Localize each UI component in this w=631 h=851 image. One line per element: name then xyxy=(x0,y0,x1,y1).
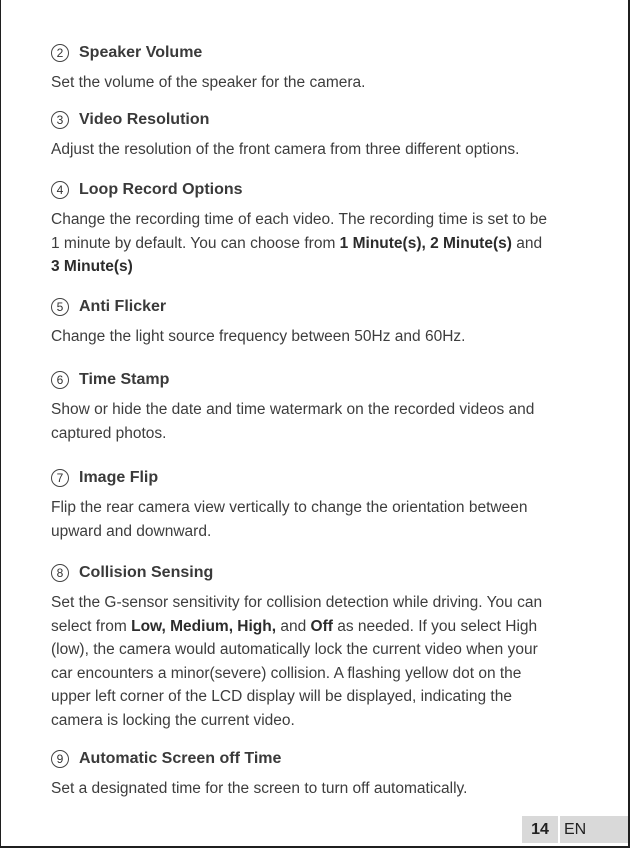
section-loop-record-options xyxy=(51,179,601,279)
section-title: Loop Record Options xyxy=(79,181,243,198)
section-number: 2 xyxy=(51,44,69,62)
section-heading xyxy=(51,296,601,318)
section-body: Adjust the resolution of the front camera from three different options. xyxy=(51,141,520,158)
section-number: 3 xyxy=(51,111,69,129)
section-automatic-screen-off-time xyxy=(51,748,601,801)
section-video-resolution xyxy=(51,109,601,162)
section-title: Automatic Screen off Time xyxy=(79,750,282,767)
section-title: Image Flip xyxy=(79,469,159,486)
section-body: Show or hide the date and time watermark on the recorded videos and captured photos. xyxy=(51,401,535,442)
body-text: Change the recording time of each video. The recording time is set to be 1 minute by default. You can choose from xyxy=(51,211,547,252)
bold-option: 3 Minute(s) xyxy=(51,258,133,275)
section-collision-sensing xyxy=(51,562,601,732)
section-heading xyxy=(51,562,601,584)
body-text: and xyxy=(276,617,311,635)
language-tag: EN xyxy=(560,816,628,843)
section-title: Time Stamp xyxy=(79,371,170,388)
bold-options: Low, Medium, High, xyxy=(131,617,277,635)
section-image-flip xyxy=(51,467,601,543)
body-text: as needed. If you select High (low), the camera would automatically lock the current video when your car encounters a minor(severe) collision. A flashing yellow dot on the upper left corner of the LCD display will be displayed, indicating the camera is locking the current video. xyxy=(51,617,538,729)
page-number: 14 xyxy=(522,816,558,843)
section-number: 6 xyxy=(51,371,69,389)
section-number: 5 xyxy=(51,298,69,316)
section-body: Flip the rear camera view vertically to change the orientation between upward and downward. xyxy=(51,499,528,540)
body-text: and xyxy=(516,234,543,252)
section-number: 7 xyxy=(51,469,69,487)
section-title: Collision Sensing xyxy=(79,564,214,581)
section-heading xyxy=(51,179,601,201)
section-heading xyxy=(51,467,601,489)
section-body: Set the volume of the speaker for the camera. xyxy=(51,74,366,91)
body-text: Set the G-sensor sensitivity for collision detection while driving. You can select from xyxy=(51,594,543,635)
section-number: 9 xyxy=(51,750,69,768)
bold-option: Off xyxy=(310,617,333,635)
section-heading xyxy=(51,369,601,391)
section-heading xyxy=(51,42,601,64)
bold-options: 1 Minute(s), 2 Minute(s) xyxy=(339,234,512,252)
section-heading xyxy=(51,109,601,131)
section-body: Change the light source frequency between 50Hz and 60Hz. xyxy=(51,328,466,345)
section-anti-flicker xyxy=(51,296,601,349)
section-heading xyxy=(51,748,601,770)
section-title: Video Resolution xyxy=(79,111,210,128)
section-title: Speaker Volume xyxy=(79,44,203,61)
section-title: Anti Flicker xyxy=(79,298,167,315)
section-body: Set a designated time for the screen to turn off automatically. xyxy=(51,780,468,797)
section-time-stamp xyxy=(51,369,601,445)
section-number: 4 xyxy=(51,181,69,199)
section-number: 8 xyxy=(51,564,69,582)
section-speaker-volume xyxy=(51,42,601,95)
section-body xyxy=(51,591,601,732)
section-body xyxy=(51,208,601,279)
